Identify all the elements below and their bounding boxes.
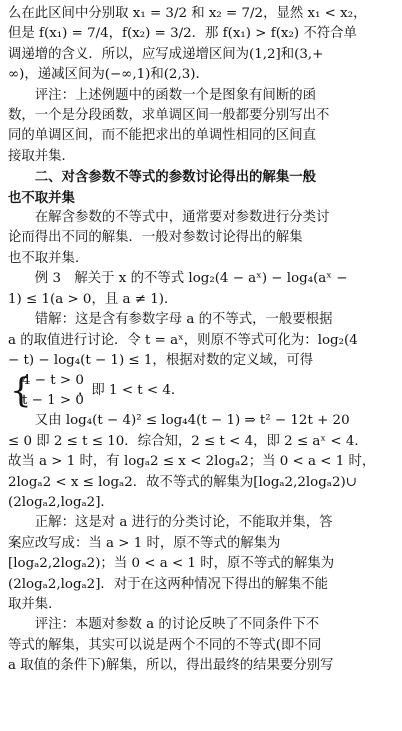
comment-paragraph: 评注：上述例题中的函数一个是图象有间断的函 — [34, 87, 316, 103]
text-line: 调递增的含义．所以，应写成递增区间为(1,2]和(3,+ — [8, 46, 324, 62]
text-line: 也不取并集． — [8, 250, 89, 266]
text-paragraph: 在解含参数的不等式中，通常要对参数进行分类讨 — [34, 210, 330, 226]
text-line: (2logₐ2,logₐ2]．对于在这两种情况下得出的解集不能 — [8, 576, 329, 592]
section-heading: 二、对含参数不等式的参数讨论得出的解集一般 — [34, 169, 316, 186]
text-line: 数，一个是分段函数，求单调区间一般都要分别写出不 — [8, 108, 330, 124]
text-line: 取并集． — [8, 596, 62, 612]
text-line: a 的取值进行讨论．令 t = aˣ，则原不等式可化为：log₂(4 — [8, 332, 358, 348]
example-heading: 例 3 解关于 x 的不等式 log₂(4 − aˣ) − log₄(aˣ − — [34, 271, 348, 287]
text-line: 接取并集． — [8, 148, 75, 164]
text-line: 同的单调区间，而不能把求出的单调性相同的区间直 — [8, 128, 316, 144]
text-line: 等式的解集，其实可以说是两个不同的不等式(即不同 — [8, 637, 322, 653]
comment-paragraph: 评注：本题对参数 a 的讨论反映了不同条件下不 — [34, 617, 320, 633]
text-line: 2logₐ2 < x ≤ logₐ2．故不等式的解集为[logₐ2,2logₐ2)∪ — [8, 474, 357, 490]
text-line: − t) − log₄(t − 1) ≤ 1，根据对数的定义域，可得 — [8, 352, 314, 368]
correct-solution-label: 正解：这是对 a 进行的分类讨论，不能取并集，答 — [34, 515, 333, 531]
condition-row: 4 − t > 0 — [22, 373, 84, 389]
inequality-system — [8, 371, 394, 411]
system-result: ，即 1 < t < 4． — [78, 383, 185, 399]
wrong-solution-label: 错解：这是含有参数字母 a 的不等式，一般要根据 — [34, 312, 333, 328]
left-brace-symbol: { — [10, 371, 32, 412]
text-line: 案应改写成：当 a > 1 时，原不等式的解集为 — [8, 535, 281, 551]
text-line: ∞)，递减区间为(−∞,1)和(2,3)． — [8, 67, 209, 83]
text-line: 1) ≤ 1(a > 0，且 a ≠ 1)． — [8, 291, 178, 307]
section-heading-cont: 也不取并集 — [8, 189, 75, 206]
text-line: (2logₐ2,logₐ2]． — [8, 494, 114, 510]
text-line: 么在此区间中分别取 x₁ = 3/2 和 x₂ = 7/2，显然 x₁ < x₂， — [8, 6, 367, 21]
text-line: 故当 a > 1 时，有 logₐ2 ≤ x < 2logₐ2；当 0 < a < 1 时， — [8, 454, 376, 470]
text-line: 论而得出不同的解集．一般对参数讨论得出的解集 — [8, 230, 303, 246]
condition-row: t − 1 > 0 — [22, 393, 84, 409]
text-line: [logₐ2,2logₐ2)；当 0 < a < 1 时，原不等式的解集为 — [8, 556, 335, 572]
text-line: a 取值的条件下)解集，所以，得出最终的结果要分别写 — [8, 658, 334, 674]
text-line: 但是 f(x₁) = 7/4，f(x₂) = 3/2．那 f(x₁) > f(x₂) 不符合单 — [8, 26, 357, 42]
text-paragraph: 又由 log₄(t − 4)² ≤ log₄4(t − 1) ⇒ t² − 12t + 20 — [34, 413, 350, 429]
text-line: ≤ 0 即 2 ≤ t ≤ 10．综合知，2 ≤ t < 4，即 2 ≤ aˣ < 4． — [8, 433, 368, 449]
